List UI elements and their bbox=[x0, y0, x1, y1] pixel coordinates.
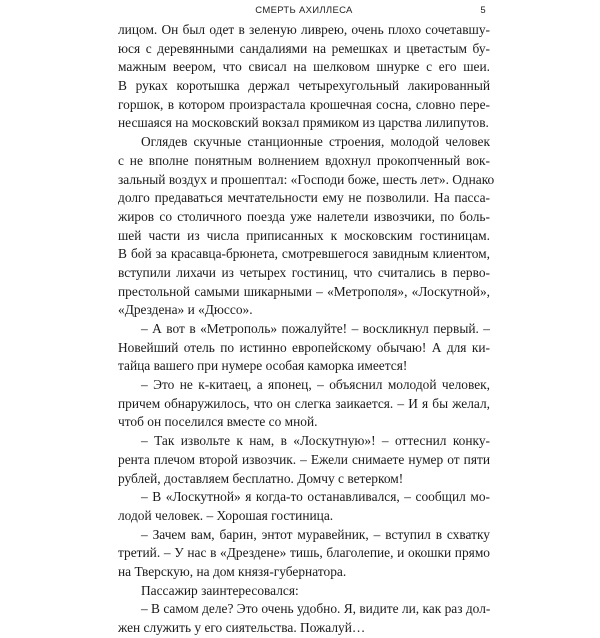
text-line: юся с деревянными сандалиями на ремешках и цветастым бу- bbox=[118, 40, 490, 56]
text-line: рента плечом второй извозчик. – Ежели снимаете нумер от пяти bbox=[118, 451, 490, 467]
paragraph bbox=[118, 320, 490, 376]
paragraph bbox=[118, 600, 490, 637]
text-line: шей части из числа приписанных к московским гостиницам. bbox=[118, 227, 490, 243]
paragraph bbox=[118, 21, 490, 133]
text-line: на Тверскую, на дом князя-губернатора. bbox=[118, 563, 347, 579]
running-head bbox=[118, 5, 490, 19]
paragraph bbox=[118, 133, 495, 320]
text-line: с не вполне понятным волнением вдохнул прокопченный вок- bbox=[118, 152, 490, 168]
text-line: долго предаваться мечтательности ему не позволили. На пасса- bbox=[118, 190, 490, 206]
text-line: тайца вашего при нумере особая каморка имеется! bbox=[118, 358, 408, 374]
text-line: – Это не к-китаец, а японец, – объяснил молодой человек, bbox=[141, 377, 490, 393]
paragraph bbox=[118, 582, 490, 601]
text-line: – В «Лоскутной» я когда-то останавливался, – сообщил мо- bbox=[141, 489, 490, 505]
text-line: – А вот в «Метрополь» пожалуйте! – воскликнул первый. – bbox=[141, 321, 490, 336]
text-line: чтоб он поселился вместе со мной. bbox=[118, 414, 318, 430]
text-line: мажным веером, что свисал на шелковом шнурке с его шеи. bbox=[118, 59, 490, 75]
text-line: жен служить у его сиятельства. Пожалуй… bbox=[118, 620, 366, 635]
text-line: – В самом деле? Это очень удобно. Я, видите ли, как раз дол- bbox=[141, 601, 491, 617]
text-line: Новейший отель по истинно европейскому обычаю! А для ки- bbox=[118, 339, 490, 355]
text-line: В бой за красавца-брюнета, смотревшегося завидным клиентом, bbox=[118, 246, 490, 262]
paragraph bbox=[118, 526, 490, 582]
text-line: – Зачем вам, барин, энтот муравейник, – вступил в схватку bbox=[141, 526, 490, 542]
text-line: третий. – У нас в «Дрездене» тишь, благолепие, и окошки прямо bbox=[118, 545, 490, 561]
text-line: зальный воздух и прошептал: «Господи боже, шесть лет». Однако bbox=[118, 171, 495, 187]
text-line: Оглядев скучные станционные строения, молодой человек bbox=[141, 134, 490, 150]
running-title: СМЕРТЬ АХИЛЛЕСА bbox=[255, 5, 353, 16]
text-line: престольной самыми шикарными – «Метрополя», «Лоскутной», bbox=[118, 283, 490, 299]
body-text bbox=[118, 21, 495, 638]
text-line: вступили лихачи из четырех гостиниц, что считались в перво- bbox=[118, 264, 490, 280]
text-line: В руках коротышка держал четырехугольный лакированный bbox=[118, 78, 490, 94]
paragraph bbox=[118, 432, 490, 488]
text-line: Пассажир заинтересовался: bbox=[141, 582, 299, 598]
text-line: «Дрездена» и «Дюссо». bbox=[118, 302, 253, 318]
text-line: жиров со столичного поезда уже налетели извозчики, по боль- bbox=[118, 208, 490, 224]
page-number: 5 bbox=[480, 5, 486, 16]
text-line: горшок, в котором произрастала крошечная сосна, словно пере- bbox=[118, 96, 490, 112]
text-line: рублей, доставляем бесплатно. Домчу с ветерком! bbox=[118, 470, 404, 486]
text-line: – Так извольте к нам, в «Лоскутную»! – оттеснил конку- bbox=[141, 433, 490, 449]
text-line: несшаяся на московский вокзал прямиком из царства лилипутов. bbox=[118, 115, 489, 131]
paragraph bbox=[118, 488, 490, 525]
text-line: лицом. Он был одет в зеленую ливрею, очень плохо сочетавшу- bbox=[118, 22, 490, 37]
paragraph bbox=[118, 376, 490, 432]
text-line: лодой человек. – Хорошая гостиница. bbox=[118, 507, 334, 523]
text-line: причем обнаружилось, что он слегка заикается. – И я бы желал, bbox=[118, 395, 490, 411]
